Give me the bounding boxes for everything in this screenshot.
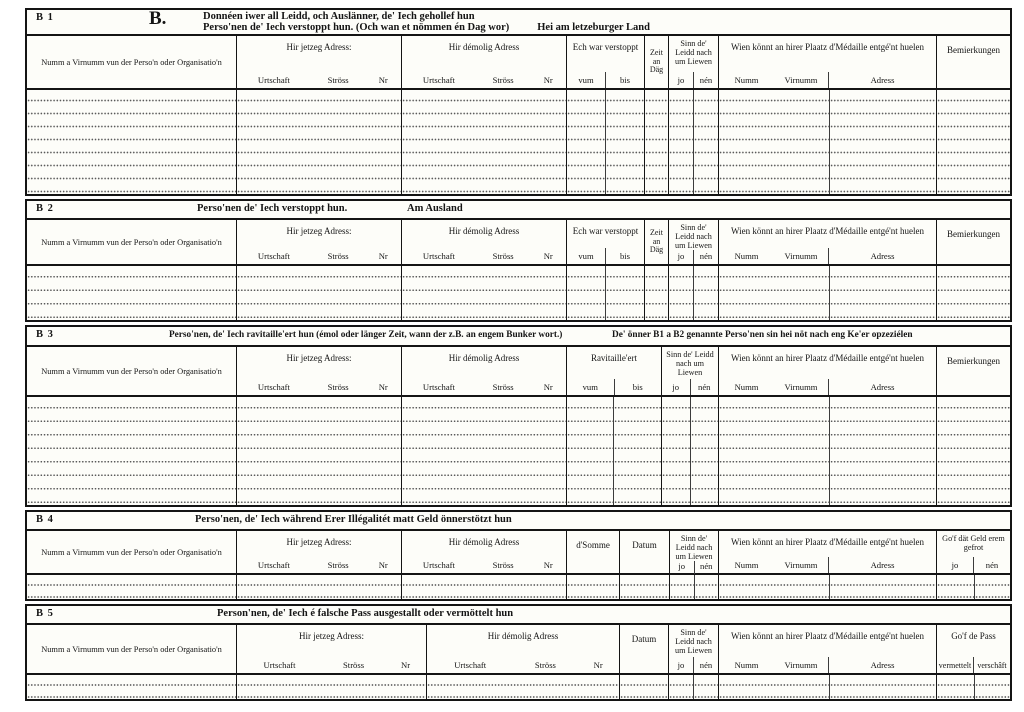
urtschaft-label: Urtschaft (257, 382, 290, 392)
current-address-label: Hir jetzeg Adress: (286, 537, 352, 547)
stross-label: Ströss (343, 660, 365, 670)
section-title: Person'nen, de' Iech é falsche Pass ausgestallt oder vermöttelt hun (217, 608, 514, 619)
ruled-cell (620, 675, 669, 699)
b3-ruled-body (27, 397, 1010, 505)
section-code: B 3 (36, 329, 54, 340)
col-date (620, 531, 670, 573)
money-returned-label: Go'f dät Geld erem gefrot (942, 534, 1005, 552)
ruled-cell (567, 90, 606, 194)
b2-column-headers (27, 220, 1010, 266)
col-former-address (402, 347, 567, 395)
amount-label: d'Somme (576, 540, 610, 550)
section-b3 (25, 325, 1012, 507)
days-label: Zeit an Däg (649, 228, 664, 255)
b2-ruled-body (27, 266, 1010, 320)
numm-label: Numm (734, 660, 759, 670)
ruled-cell (719, 90, 830, 194)
nr-label: Nr (543, 75, 553, 85)
ruled-cell (830, 90, 937, 194)
b4-column-headers (27, 531, 1010, 575)
ruled-cell (830, 266, 937, 320)
urtschaft-label: Urtschaft (263, 660, 296, 670)
section-b1 (25, 8, 1012, 196)
nr-label: Nr (543, 251, 553, 261)
remarks-label: Bemierkungen (947, 45, 1000, 55)
ruled-cell (669, 90, 694, 194)
stross-label: Ströss (492, 251, 514, 261)
scanned-form (25, 8, 1012, 701)
col-money-returned (937, 531, 1010, 573)
ruled-cell (402, 90, 567, 194)
nen-label: nén (693, 657, 718, 673)
col-name-label: Numm a Virnumm vun der Perso'n oder Organisatio'n (41, 57, 222, 67)
ruled-cell (237, 266, 402, 320)
adress-label: Adress (828, 248, 936, 264)
nr-label: Nr (378, 75, 388, 85)
ruled-cell (975, 675, 1010, 699)
ruled-cell (402, 266, 567, 320)
ruled-cell (402, 575, 567, 599)
ruled-cell (937, 266, 1010, 320)
bis-label: bis (605, 248, 644, 264)
ruled-cell (937, 675, 975, 699)
col-pass-provided (937, 625, 1010, 673)
urtschaft-label: Urtschaft (422, 560, 455, 570)
ruled-cell (237, 90, 402, 194)
numm-label: Numm (734, 382, 759, 392)
nen-label: nén (973, 557, 1010, 573)
col-current-address (237, 625, 427, 673)
ruled-cell (694, 266, 719, 320)
pass-provided-label: Go'f de Pass (951, 631, 996, 641)
vermettelt-label: vermettelt (938, 661, 972, 670)
nr-label: Nr (593, 660, 603, 670)
section-side-note: Hei am letzeburger Land (537, 22, 650, 33)
ruled-cell (662, 397, 691, 505)
ruled-cell (719, 575, 830, 599)
stross-label: Ströss (492, 382, 514, 392)
ruled-cell (719, 397, 830, 505)
verschaft-label: verschâft (973, 657, 1010, 673)
col-alive (669, 36, 719, 88)
col-remarks (937, 347, 1010, 395)
ruled-cell (614, 397, 662, 505)
section-code: B 2 (36, 203, 54, 214)
stross-label: Ströss (327, 251, 349, 261)
col-supplied-period (567, 347, 662, 395)
col-days (645, 36, 669, 88)
col-name-label: Numm a Virnumm vun der Perso'n oder Organisatio'n (41, 547, 222, 557)
b5-heading (27, 606, 1010, 625)
col-former-address (427, 625, 620, 673)
remarks-label: Bemierkungen (947, 229, 1000, 239)
urtschaft-label: Urtschaft (422, 382, 455, 392)
alive-label: Sinn de' Leidd nach um Liewen (675, 534, 713, 561)
ruled-cell (27, 575, 237, 599)
nr-label: Nr (400, 660, 411, 670)
urtschaft-label: Urtschaft (257, 75, 290, 85)
ruled-cell (237, 397, 402, 505)
ruled-cell (620, 575, 670, 599)
supplied-label: Ravitaille'ert (590, 353, 638, 363)
ruled-cell (237, 575, 402, 599)
current-address-label: Hir jetzeg Adress: (286, 226, 352, 236)
nr-label: Nr (378, 382, 388, 392)
col-medal-recipient (719, 36, 937, 88)
vum-label: vum (578, 75, 594, 85)
col-former-address (402, 531, 567, 573)
b1-heading (27, 10, 1010, 36)
ruled-cell (719, 266, 830, 320)
ruled-cell (427, 675, 620, 699)
ruled-cell (691, 397, 719, 505)
col-alive (669, 220, 719, 264)
current-address-label: Hir jetzeg Adress: (299, 631, 364, 641)
urtschaft-label: Urtschaft (454, 660, 487, 670)
former-address-label: Hir démolig Adress (487, 631, 559, 641)
col-medal-recipient (719, 347, 937, 395)
virnumm-label: Virnumm (784, 660, 818, 670)
urtschaft-label: Urtschaft (257, 560, 290, 570)
date-label: Datum (631, 634, 657, 644)
jo-label: jo (672, 382, 680, 392)
section-code: B 5 (36, 608, 54, 619)
nen-label: nén (693, 72, 718, 88)
ruled-cell (695, 575, 719, 599)
jo-label: jo (677, 75, 685, 85)
col-former-address (402, 36, 567, 88)
ruled-cell (606, 90, 645, 194)
section-subtitle: Perso'nen de' Iech verstoppt hun. (Och wan et nömmen én Dag wor) (203, 22, 510, 33)
jo-label: jo (677, 251, 685, 261)
col-name (27, 36, 237, 88)
ruled-cell (937, 397, 1010, 505)
section-b4 (25, 510, 1012, 601)
date-label: Datum (632, 540, 657, 550)
ruled-cell (606, 266, 645, 320)
ruled-cell (694, 90, 719, 194)
medal-recipient-label: Wien könnt an hirer Plaatz d'Médaille entgé'nt huelen (730, 353, 925, 363)
former-address-label: Hir démolig Adress (448, 537, 520, 547)
section-title: Perso'nen de' Iech verstoppt hun. (197, 203, 348, 214)
section-b2 (25, 199, 1012, 322)
col-alive (669, 625, 719, 673)
adress-label: Adress (828, 657, 936, 673)
alive-label: Sinn de' Leidd nach um Liewen (674, 628, 713, 655)
ruled-cell (567, 266, 606, 320)
hidden-period-label: Ech war verstoppt (572, 226, 639, 236)
nen-label: nén (694, 561, 719, 574)
col-current-address (237, 36, 402, 88)
col-medal-recipient (719, 625, 937, 673)
col-name (27, 347, 237, 395)
col-alive (670, 531, 719, 573)
col-current-address (237, 531, 402, 573)
ruled-cell (937, 90, 1010, 194)
adress-label: Adress (828, 557, 936, 573)
nr-label: Nr (378, 560, 388, 570)
former-address-label: Hir démolig Adress (448, 42, 520, 52)
ruled-cell (567, 397, 614, 505)
ruled-cell (27, 266, 237, 320)
numm-label: Numm (734, 75, 759, 85)
ruled-cell (669, 266, 694, 320)
medal-recipient-label: Wien könnt an hirer Plaatz d'Médaille entgé'nt huelen (730, 226, 925, 236)
col-date (620, 625, 669, 673)
bis-label: bis (605, 72, 644, 88)
section-side-note: De' önner B1 a B2 genannte Perso'nen sin hei nöt nach eng Ke'er opzeziélen (612, 330, 913, 340)
numm-label: Numm (734, 251, 759, 261)
col-name-label: Numm a Virnumm vun der Perso'n oder Organisatio'n (41, 237, 222, 247)
section-letter: B. (149, 8, 167, 29)
col-hidden-period (567, 36, 645, 88)
ruled-cell (669, 675, 694, 699)
ruled-cell (27, 675, 237, 699)
urtschaft-label: Urtschaft (422, 251, 455, 261)
ruled-cell (830, 397, 937, 505)
section-title-block (203, 11, 650, 33)
virnumm-label: Virnumm (784, 382, 818, 392)
jo-label: jo (677, 660, 685, 670)
ruled-cell (937, 575, 975, 599)
medal-recipient-label: Wien könnt an hirer Plaatz d'Médaille entgé'nt huelen (730, 42, 925, 52)
stross-label: Ströss (327, 75, 349, 85)
b4-ruled-body (27, 575, 1010, 599)
jo-label: jo (951, 560, 959, 570)
b5-column-headers (27, 625, 1010, 675)
b1-ruled-body (27, 90, 1010, 194)
current-address-label: Hir jetzeg Adress: (286, 42, 352, 52)
col-name-label: Numm a Virnumm vun der Perso'n oder Organisatio'n (41, 366, 222, 376)
section-b5 (25, 604, 1012, 701)
bis-label: bis (614, 379, 662, 395)
ruled-cell (645, 266, 669, 320)
alive-label: Sinn de' Leidd nach um Liewen (666, 350, 714, 377)
former-address-label: Hir démolig Adress (448, 353, 520, 363)
nen-label: nén (690, 379, 719, 395)
virnumm-label: Virnumm (784, 75, 818, 85)
ruled-cell (27, 90, 237, 194)
col-hidden-period (567, 220, 645, 264)
jo-label: jo (678, 561, 686, 571)
b2-heading (27, 201, 1010, 220)
col-amount (567, 531, 620, 573)
section-code: B 4 (36, 514, 54, 525)
virnumm-label: Virnumm (784, 251, 818, 261)
urtschaft-label: Urtschaft (257, 251, 290, 261)
b4-heading (27, 512, 1010, 531)
stross-label: Ströss (492, 75, 514, 85)
stross-label: Ströss (534, 660, 556, 670)
virnumm-label: Virnumm (784, 560, 818, 570)
b5-ruled-body (27, 675, 1010, 699)
section-title: Perso'nen, de' Iech während Erer Illégalitét matt Geld önnerstötzt hun (195, 514, 512, 525)
section-title: Donnéen iwer all Leidd, och Auslänner, de' Iech gehollef hun (203, 11, 475, 22)
hidden-period-label: Ech war verstoppt (572, 42, 639, 52)
alive-label: Sinn de' Leidd nach um Liewen (674, 39, 713, 66)
col-days (645, 220, 669, 264)
vum-label: vum (582, 382, 598, 392)
adress-label: Adress (828, 379, 936, 395)
nr-label: Nr (543, 560, 553, 570)
ruled-cell (237, 675, 427, 699)
numm-label: Numm (734, 560, 759, 570)
stross-label: Ströss (327, 560, 349, 570)
remarks-label: Bemierkungen (947, 356, 1000, 366)
col-name-label: Numm a Virnumm vun der Perso'n oder Organisatio'n (41, 644, 222, 654)
days-label: Zeit an Däg (649, 48, 664, 75)
ruled-cell (645, 90, 669, 194)
stross-label: Ströss (327, 382, 349, 392)
col-remarks (937, 36, 1010, 88)
vum-label: vum (578, 251, 594, 261)
nr-label: Nr (378, 251, 388, 261)
b1-column-headers (27, 36, 1010, 90)
b3-heading (27, 327, 1010, 347)
col-current-address (237, 220, 402, 264)
col-medal-recipient (719, 531, 937, 573)
col-former-address (402, 220, 567, 264)
stross-label: Ströss (492, 560, 514, 570)
col-remarks (937, 220, 1010, 264)
former-address-label: Hir démolig Adress (448, 226, 520, 236)
ruled-cell (719, 675, 830, 699)
ruled-cell (27, 397, 237, 505)
col-name (27, 625, 237, 673)
section-side-note: Am Ausland (407, 203, 463, 214)
alive-label: Sinn de' Leidd nach um Liewen (674, 223, 713, 250)
col-alive (662, 347, 719, 395)
col-name (27, 220, 237, 264)
col-current-address (237, 347, 402, 395)
adress-label: Adress (828, 72, 936, 88)
ruled-cell (670, 575, 695, 599)
ruled-cell (830, 675, 937, 699)
b3-column-headers (27, 347, 1010, 397)
ruled-cell (694, 675, 719, 699)
urtschaft-label: Urtschaft (422, 75, 455, 85)
col-name (27, 531, 237, 573)
nr-label: Nr (543, 382, 553, 392)
ruled-cell (830, 575, 937, 599)
current-address-label: Hir jetzeg Adress: (286, 353, 352, 363)
ruled-cell (402, 397, 567, 505)
nen-label: nén (693, 250, 718, 264)
ruled-cell (975, 575, 1010, 599)
section-title: Perso'nen, de' Iech ravitaille'ert hun (émol oder länger Zeit, wann der z.B. an engem Bunker wort.) (169, 330, 563, 340)
section-code: B 1 (36, 12, 54, 23)
ruled-cell (567, 575, 620, 599)
medal-recipient-label: Wien könnt an hirer Plaatz d'Médaille entgé'nt huelen (730, 537, 925, 547)
medal-recipient-label: Wien könnt an hirer Plaatz d'Médaille entgé'nt huelen (730, 631, 925, 641)
col-medal-recipient (719, 220, 937, 264)
